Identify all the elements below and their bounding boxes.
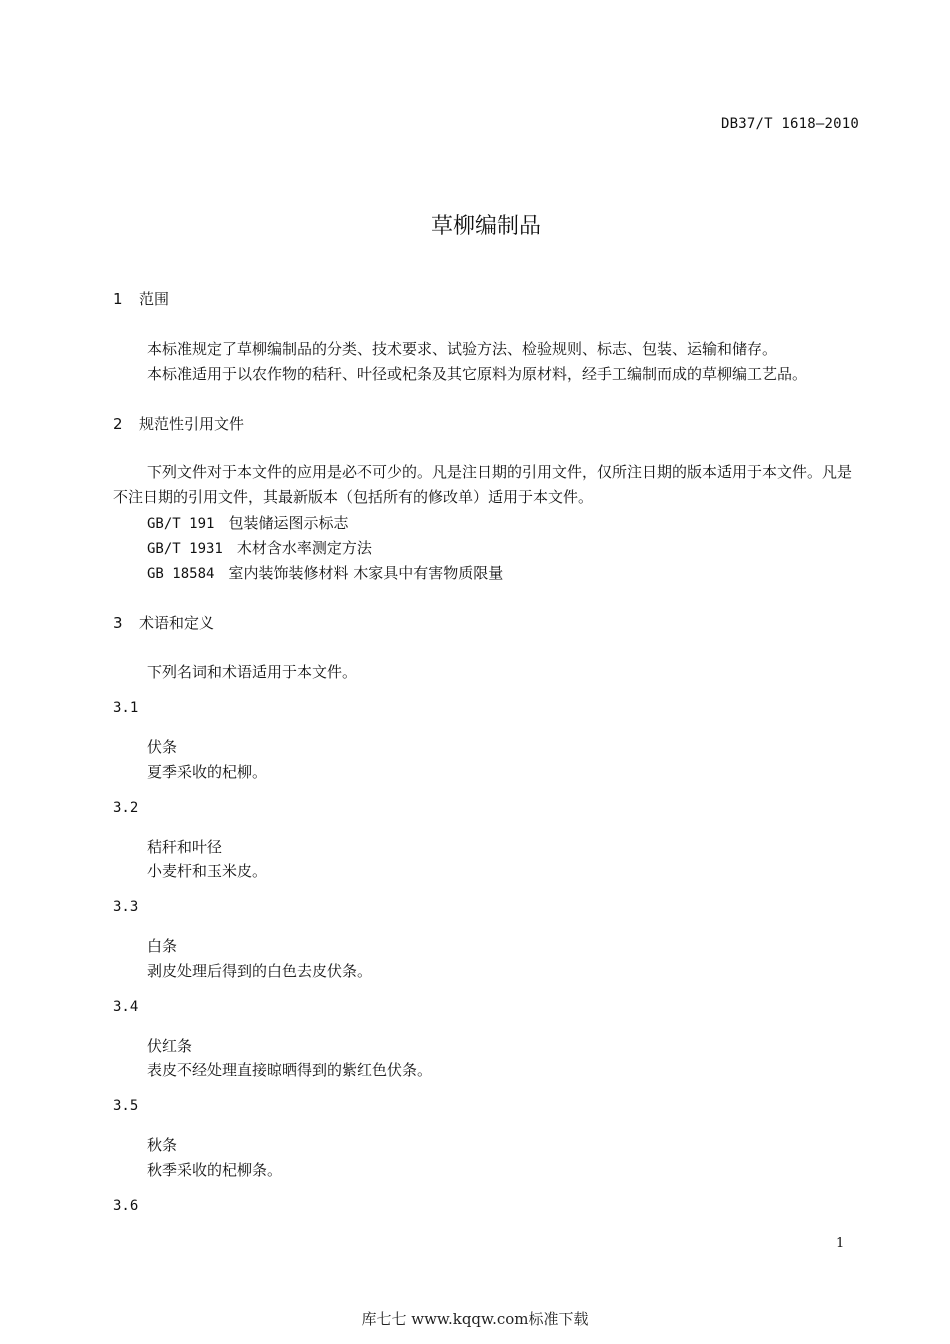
reference-title: 木材含水率测定方法	[236, 539, 372, 557]
term-definition: 表皮不经处理直接晾晒得到的紫红色伏条。	[147, 1061, 433, 1079]
reference-code: GB/T 191	[147, 516, 215, 532]
section-title: 规范性引用文件	[139, 415, 245, 433]
section-number: 3	[113, 614, 123, 632]
section-3-heading	[113, 612, 214, 633]
reference-code: GB/T 1931	[147, 541, 223, 557]
term-number: 3.1	[113, 700, 139, 716]
section-title: 术语和定义	[139, 614, 215, 632]
reference-item	[147, 537, 372, 558]
section-1-heading	[113, 288, 169, 309]
term-number: 3.4	[113, 999, 139, 1015]
term-definition: 夏季采收的杞柳。	[147, 763, 268, 781]
term-number: 3.6	[113, 1198, 139, 1214]
term-name: 秋条	[147, 1136, 178, 1154]
term-name: 秸秆和叶径	[147, 838, 223, 856]
term-name: 伏红条	[147, 1037, 193, 1055]
term-name: 伏条	[147, 738, 178, 756]
term-number: 3.2	[113, 800, 139, 816]
reference-code: GB 18584	[147, 566, 215, 582]
reference-title: 室内装饰装修材料 木家具中有害物质限量	[228, 564, 504, 582]
section-title: 范围	[139, 290, 170, 308]
term-number: 3.3	[113, 899, 139, 915]
term-definition: 剥皮处理后得到的白色去皮伏条。	[147, 962, 373, 980]
reference-item	[147, 512, 348, 533]
section-number: 2	[113, 415, 123, 433]
document-code: DB37/T 1618—2010	[720, 116, 859, 132]
section-number: 1	[113, 290, 123, 308]
term-definition: 秋季采收的杞柳条。	[147, 1161, 283, 1179]
page-number: 1	[836, 1236, 845, 1251]
document-title: 草柳编制品	[430, 214, 541, 239]
footer-watermark: 库七七 www.kqqw.com标准下载	[361, 1310, 589, 1328]
term-name: 白条	[147, 937, 178, 955]
term-number: 3.5	[113, 1098, 139, 1114]
reference-title: 包装储运图示标志	[228, 514, 349, 532]
scope-paragraph-1: 本标准规定了草柳编制品的分类、技术要求、试验方法、检验规则、标志、包装、运输和储存。	[147, 340, 778, 358]
term-definition: 小麦杆和玉米皮。	[147, 862, 268, 880]
references-intro: 下列文件对于本文件的应用是必不可少的。凡是注日期的引用文件，仅所注日期的版本适用于本文件。凡是不注日期的引用文件，其最新版本（包括所有的修改单）适用于本文件。	[113, 463, 853, 506]
reference-item	[147, 562, 503, 583]
terms-intro: 下列名词和术语适用于本文件。	[147, 663, 358, 681]
scope-paragraph-2: 本标准适用于以农作物的秸秆、叶径或杞条及其它原料为原材料，经手工编制而成的草柳编工艺品。	[147, 365, 808, 383]
section-2-heading	[113, 413, 244, 434]
